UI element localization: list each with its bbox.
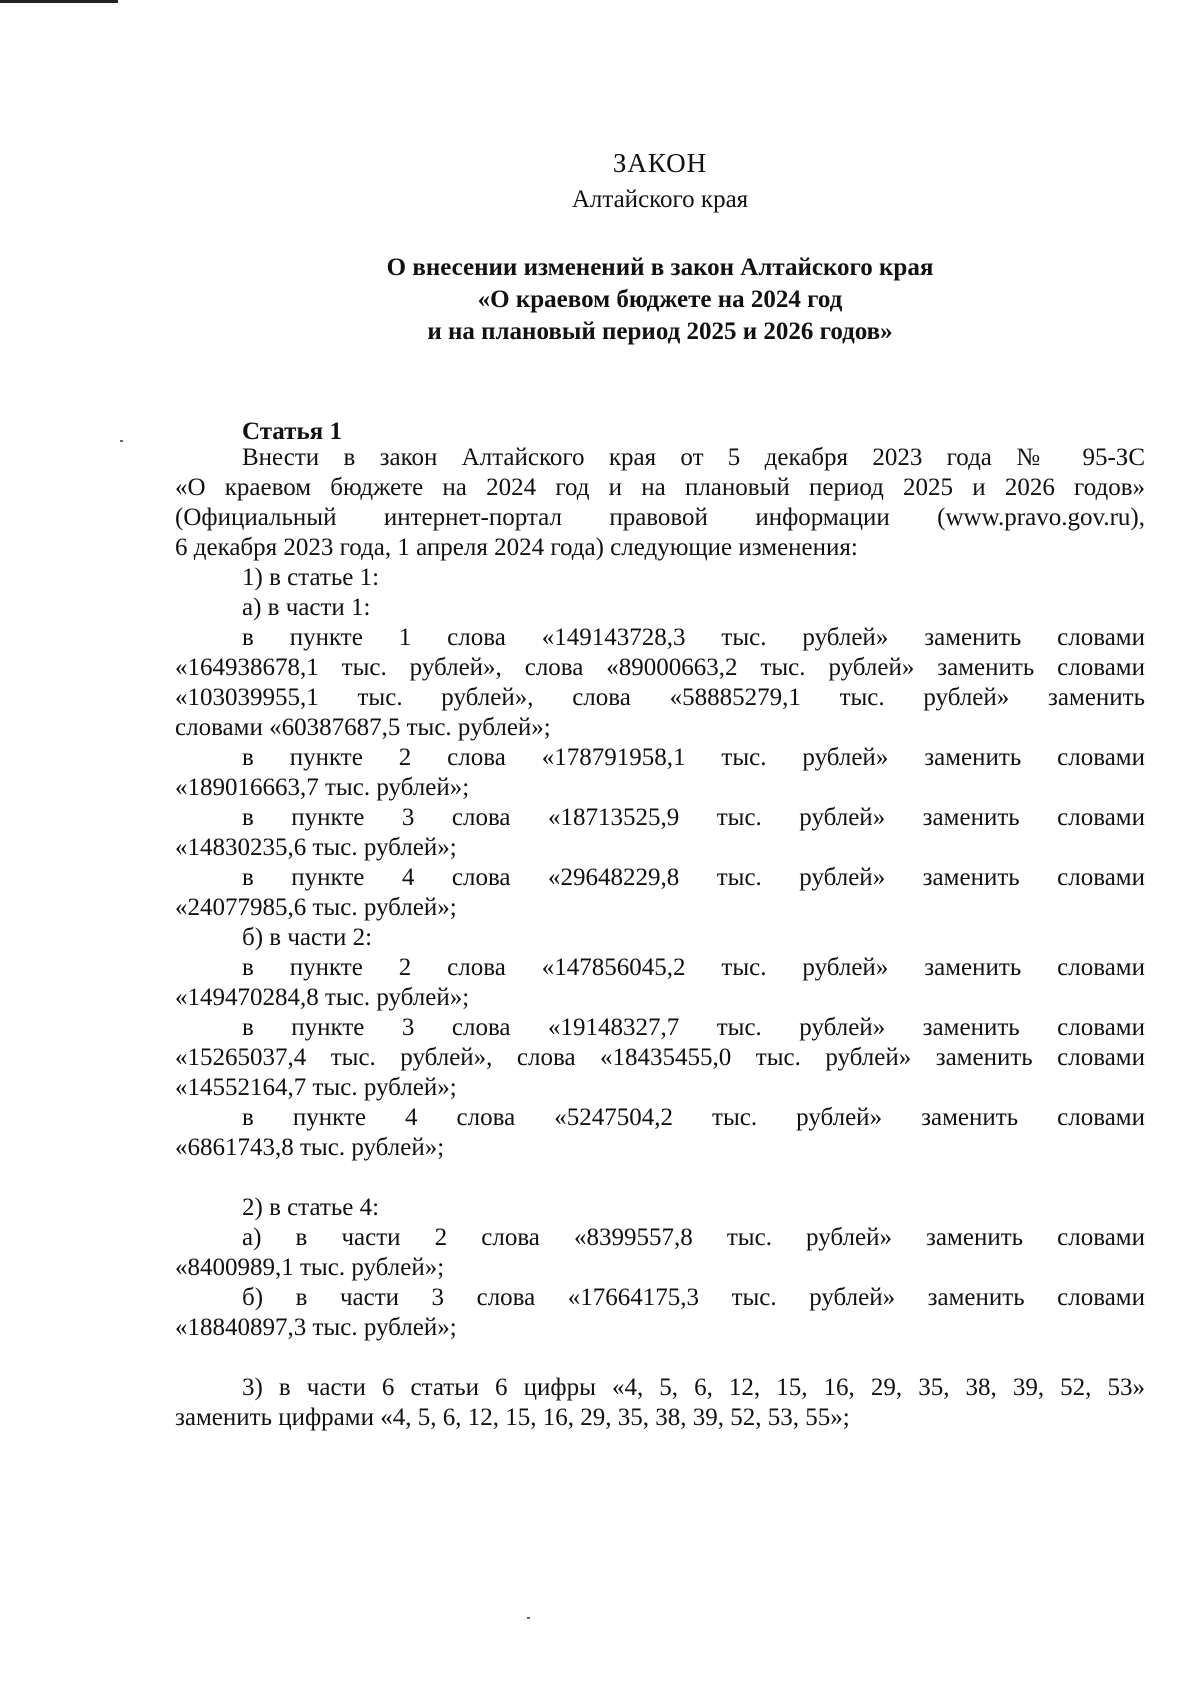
body-line: «189016663,7 тыс. рублей»; (175, 774, 470, 801)
law-title: ЗАКОН (612, 148, 708, 178)
body-line: «164938678,1 тыс. рублей», слова «89000663,2 тыс. рублей» заменить словами (175, 654, 1145, 681)
body-line: «14552164,7 тыс. рублей»; (175, 1074, 457, 1101)
body-line: «24077985,6 тыс. рублей»; (175, 894, 457, 921)
body-line: «14830235,6 тыс. рублей»; (175, 834, 457, 861)
body-line: 6 декабря 2023 года, 1 апреля 2024 года) следующие изменения: (175, 534, 858, 561)
body-line: в пункте 2 слова «178791958,1 тыс. рублей» заменить словами (242, 744, 1145, 771)
law-heading (0, 252, 1200, 348)
body-line: в пункте 3 слова «18713525,9 тыс. рублей» заменить словами (242, 804, 1145, 831)
body-line: «О краевом бюджете на 2024 год и на плановый период 2025 и 2026 годов» (175, 474, 1145, 501)
body-line: 3) в части 6 статьи 6 цифры «4, 5, 6, 12, 15, 16, 29, 35, 38, 39, 52, 53» (242, 1374, 1145, 1401)
body-line: 1) в статье 1: (242, 564, 380, 591)
body-line: «149470284,8 тыс. рублей»; (175, 984, 470, 1011)
body-line: «8400989,1 тыс. рублей»; (175, 1254, 445, 1281)
body-line: словами «60387687,5 тыс. рублей»; (175, 714, 551, 741)
body-line: «18840897,3 тыс. рублей»; (175, 1314, 457, 1341)
body-line: б) в части 2: (242, 924, 373, 951)
body-line: «15265037,4 тыс. рублей», слова «18435455,0 тыс. рублей» заменить словами (175, 1044, 1145, 1071)
scan-speck (120, 440, 123, 442)
body-line: в пункте 1 слова «149143728,3 тыс. рублей» заменить словами (242, 624, 1145, 651)
body-line: в пункте 2 слова «147856045,2 тыс. рублей» заменить словами (242, 954, 1145, 981)
body-line: 2) в статье 4: (242, 1194, 380, 1221)
scan-speck (527, 1617, 530, 1619)
body-line: в пункте 4 слова «5247504,2 тыс. рублей» заменить словами (242, 1104, 1145, 1131)
body-line: «103039955,1 тыс. рублей», слова «58885279,1 тыс. рублей» заменить (175, 684, 1145, 711)
heading-line: «О краевом бюджете на 2024 год (477, 286, 843, 313)
law-subtitle: Алтайского края (571, 186, 749, 213)
body-line: а) в части 2 слова «8399557,8 тыс. рублей» заменить словами (242, 1224, 1145, 1251)
body-line: «6861743,8 тыс. рублей»; (175, 1134, 445, 1161)
heading-line: и на плановый период 2025 и 2026 годов» (427, 318, 893, 345)
body-line: в пункте 3 слова «19148327,7 тыс. рублей» заменить словами (242, 1014, 1145, 1041)
scan-corner-mark (0, 0, 118, 3)
body-line: Внести в закон Алтайского края от 5 декабря 2023 года № 95-ЗС (242, 444, 1145, 471)
heading-line: О внесении изменений в закон Алтайского края (386, 254, 934, 281)
article-title: Статья 1 (242, 418, 342, 445)
body-line: а) в части 1: (242, 594, 371, 621)
body-line: в пункте 4 слова «29648229,8 тыс. рублей» заменить словами (242, 864, 1145, 891)
body-line: б) в части 3 слова «17664175,3 тыс. рублей» заменить словами (242, 1284, 1145, 1311)
body-line: (Официальный интернет-портал правовой информации (www.pravo.gov.ru), (175, 504, 1145, 531)
body-line: заменить цифрами «4, 5, 6, 12, 15, 16, 29, 35, 38, 39, 52, 53, 55»; (175, 1404, 850, 1431)
